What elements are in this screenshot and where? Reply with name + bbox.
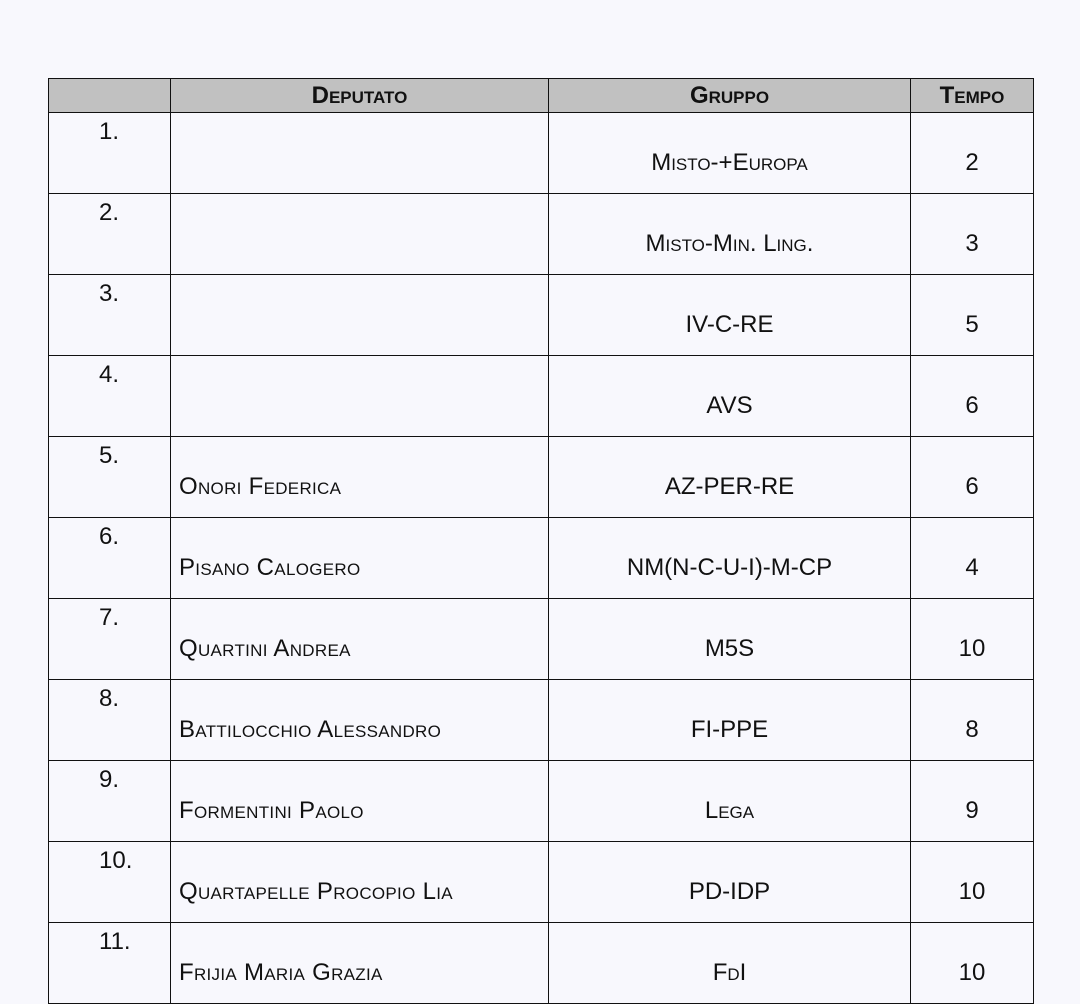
group-cell: NM(N-C-U-I)-M-CP — [549, 518, 911, 599]
row-number-cell: 2. — [49, 194, 171, 275]
row-number-cell: 8. — [49, 680, 171, 761]
table-row — [49, 923, 1034, 1004]
speakers-table — [48, 78, 1034, 1004]
deputy-name-cell: Frijia Maria Grazia — [171, 923, 549, 1004]
group-cell: AZ-PER-RE — [549, 437, 911, 518]
table-row — [49, 680, 1034, 761]
time-cell: 6 — [911, 356, 1034, 437]
table-row — [49, 437, 1034, 518]
table-row — [49, 113, 1034, 194]
group-cell: M5S — [549, 599, 911, 680]
table-row — [49, 356, 1034, 437]
deputy-name-cell: Formentini Paolo — [171, 761, 549, 842]
group-cell: FI-PPE — [549, 680, 911, 761]
table-row — [49, 842, 1034, 923]
row-number-cell: 3. — [49, 275, 171, 356]
group-cell: PD-IDP — [549, 842, 911, 923]
deputy-name-cell: Onori Federica — [171, 437, 549, 518]
table-header-row — [49, 79, 1034, 113]
time-cell: 10 — [911, 599, 1034, 680]
deputy-name-cell: Battilocchio Alessandro — [171, 680, 549, 761]
table-row — [49, 518, 1034, 599]
deputy-name-cell: Pisano Calogero — [171, 518, 549, 599]
table-row — [49, 761, 1034, 842]
row-number-cell: 7. — [49, 599, 171, 680]
row-number-cell: 11. — [49, 923, 171, 1004]
group-cell: IV-C-RE — [549, 275, 911, 356]
table-body — [49, 113, 1034, 1004]
row-number-cell: 6. — [49, 518, 171, 599]
header-group: Gruppo — [549, 79, 911, 113]
header-number — [49, 79, 171, 113]
time-cell: 2 — [911, 113, 1034, 194]
group-cell: AVS — [549, 356, 911, 437]
time-cell: 10 — [911, 842, 1034, 923]
deputy-name-cell — [171, 275, 549, 356]
time-cell: 8 — [911, 680, 1034, 761]
time-cell: 5 — [911, 275, 1034, 356]
group-cell: Misto-+Europa — [549, 113, 911, 194]
row-number-cell: 1. — [49, 113, 171, 194]
row-number-cell: 5. — [49, 437, 171, 518]
group-cell: FdI — [549, 923, 911, 1004]
time-cell: 4 — [911, 518, 1034, 599]
row-number-cell: 10. — [49, 842, 171, 923]
row-number-cell: 4. — [49, 356, 171, 437]
time-cell: 9 — [911, 761, 1034, 842]
table-row — [49, 599, 1034, 680]
deputy-name-cell — [171, 356, 549, 437]
group-cell: Misto-Min. Ling. — [549, 194, 911, 275]
deputy-name-cell: Quartini Andrea — [171, 599, 549, 680]
deputy-name-cell — [171, 113, 549, 194]
row-number-cell: 9. — [49, 761, 171, 842]
header-time: Tempo — [911, 79, 1034, 113]
header-deputy: Deputato — [171, 79, 549, 113]
time-cell: 3 — [911, 194, 1034, 275]
group-cell: Lega — [549, 761, 911, 842]
table-row — [49, 194, 1034, 275]
deputy-name-cell — [171, 194, 549, 275]
deputy-name-cell: Quartapelle Procopio Lia — [171, 842, 549, 923]
table-row — [49, 275, 1034, 356]
time-cell: 6 — [911, 437, 1034, 518]
time-cell: 10 — [911, 923, 1034, 1004]
